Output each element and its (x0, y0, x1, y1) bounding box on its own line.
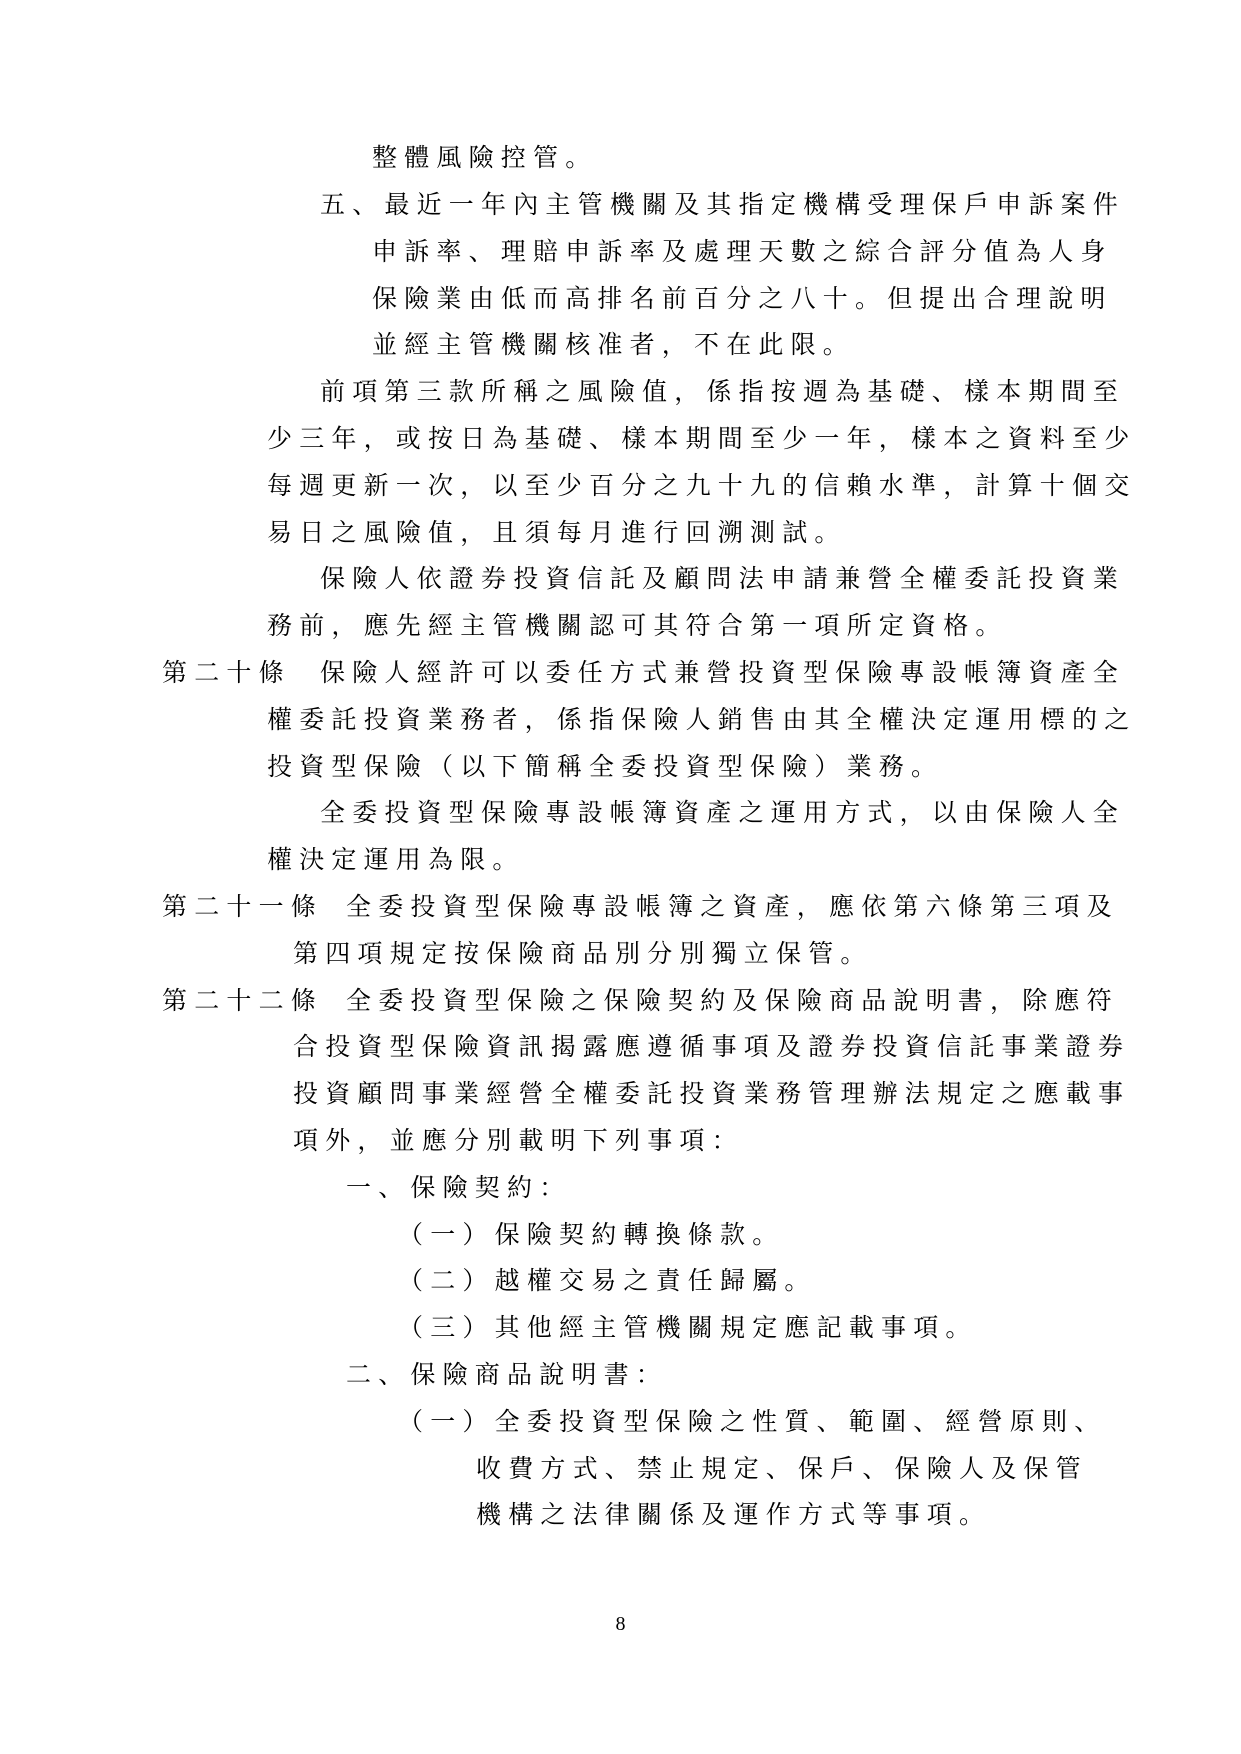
text-line: 並經主管機關核准者，不在此限。 (372, 330, 856, 359)
text-line: 整體風險控管。 (372, 143, 598, 172)
text-line: 少三年，或按日為基礎、樣本期間至少一年，樣本之資料至少 (267, 424, 1137, 453)
text-line: 全委投資型保險專設帳簿資產之運用方式，以由保險人全 (320, 798, 1126, 827)
page-number: 8 (615, 1613, 626, 1635)
text-line: 第四項規定按保險商品別分別獨立保管。 (293, 939, 873, 968)
text-line: 五、最近一年內主管機關及其指定機構受理保戶申訴案件 (320, 190, 1126, 219)
text-line: 務前，應先經主管機關認可其符合第一項所定資格。 (267, 611, 1008, 640)
text-line: 申訴率、理賠申訴率及處理天數之綜合評分值為人身 (372, 237, 1113, 266)
text-line: 前項第三款所稱之風險值，係指按週為基礎、樣本期間至 (320, 377, 1126, 406)
text-line: 易日之風險值，且須每月進行回溯測試。 (267, 518, 847, 547)
text-line: 保險人經許可以委任方式兼營投資型保險專設帳簿資產全 (320, 658, 1126, 687)
text-line: 投資顧問事業經營全權委託投資業務管理辦法規定之應載事 (293, 1079, 1131, 1108)
article-label-20: 第二十條 (162, 658, 291, 687)
text-line: 權決定運用為限。 (267, 845, 525, 874)
text-line: 一、保險契約： (346, 1173, 572, 1202)
text-line: 合投資型保險資訊揭露應遵循事項及證券投資信託事業證券 (293, 1032, 1131, 1061)
text-line: 項外，並應分別載明下列事項： (293, 1126, 744, 1155)
article-label-22: 第二十二條 (162, 986, 324, 1015)
text-line: （一）全委投資型保險之性質、範圍、經營原則、 (398, 1407, 1107, 1436)
text-line: （二）越權交易之責任歸屬。 (398, 1266, 817, 1295)
article-label-21: 第二十一條 (162, 892, 324, 921)
text-line: 二、保險商品說明書： (346, 1360, 669, 1389)
text-line: 全委投資型保險專設帳簿之資產，應依第六條第三項及 (346, 892, 1119, 921)
text-line: 每週更新一次，以至少百分之九十九的信賴水準，計算十個交 (267, 471, 1137, 500)
text-line: 投資型保險（以下簡稱全委投資型保險）業務。 (267, 752, 944, 781)
text-line: 全委投資型保險之保險契約及保險商品說明書，除應符 (346, 986, 1119, 1015)
text-line: 保險業由低而高排名前百分之八十。但提出合理說明 (372, 284, 1113, 313)
text-line: 權委託投資業務者，係指保險人銷售由其全權決定運用標的之 (267, 705, 1137, 734)
text-line: （三）其他經主管機關規定應記載事項。 (398, 1313, 978, 1342)
text-line: 收費方式、禁止規定、保戶、保險人及保管 (476, 1454, 1088, 1483)
text-line: 保險人依證券投資信託及顧問法申請兼營全權委託投資業 (320, 564, 1126, 593)
text-line: （一）保險契約轉換條款。 (398, 1220, 785, 1249)
text-line: 機構之法律關係及運作方式等事項。 (476, 1500, 992, 1529)
